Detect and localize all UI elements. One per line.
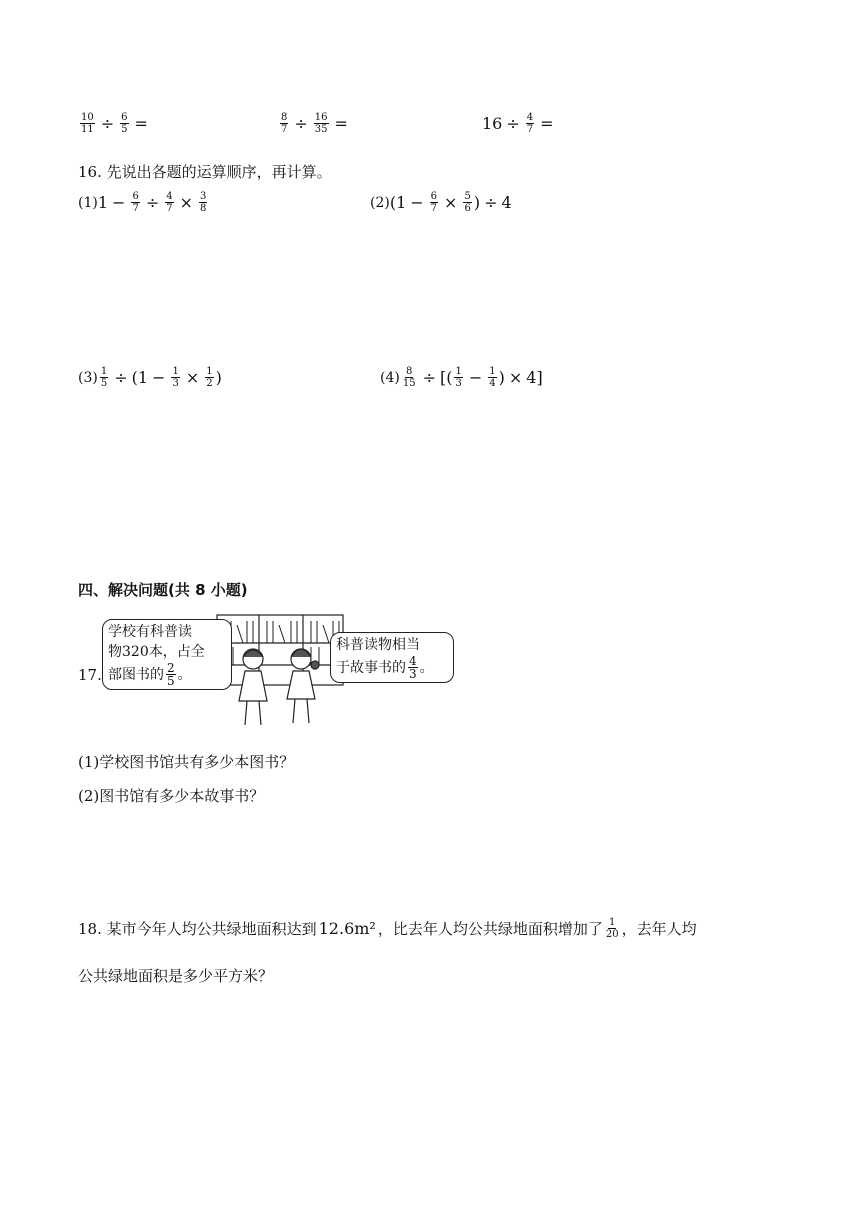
fraction: $\frac{4}{3}$ <box>409 654 417 681</box>
expr-15-2: $\frac{8}{7}$ ÷ $\frac{16}{35}$ = <box>281 112 348 135</box>
q17-number: 17. <box>78 666 102 684</box>
q17-sub2: (2)图书馆有多少本故事书？ <box>78 787 265 805</box>
expr-15-3: 16 ÷ $\frac{4}{7}$ = <box>482 112 554 135</box>
q16-part1: (1) 1 − $\frac{6}{7}$ ÷ $\frac{4}{7}$ × $\frac{3}{8}$ <box>78 191 207 214</box>
q16-part3: (3) $\frac{1}{5}$ ÷ (1 − $\frac{1}{3}$ × $\frac{1}{2}$ ) <box>78 366 222 389</box>
fraction: $\frac{16}{35}$ <box>314 112 328 135</box>
expr-15-1: $\frac{10}{11}$ ÷ $\frac{6}{5}$ = <box>81 112 148 135</box>
library-illustration <box>215 613 345 735</box>
speech-bubble-left: 学校有科普读 物320本，占全 部图书的 $\frac{2}{5}$ 。 <box>102 619 232 690</box>
q16-title: 16. 先说出各题的运算顺序，再计算。 <box>78 163 332 181</box>
section-heading: 四、解决问题(共 8 小题) <box>78 581 248 599</box>
fraction: $\frac{4}{7}$ <box>526 112 534 135</box>
fraction: $\frac{2}{5}$ <box>167 661 175 688</box>
q16-part4: (4) $\frac{8}{15}$ ÷ [( $\frac{1}{3}$ − $\frac{1}{4}$ ) × 4 ] <box>380 366 543 389</box>
fraction: $\frac{8}{7}$ <box>281 112 288 135</box>
speech-bubble-right: 科普读物相当 于故事书的 $\frac{4}{3}$ 。 <box>330 632 454 683</box>
fraction: $\frac{10}{11}$ <box>81 112 94 135</box>
fraction: $\frac{1}{20}$ <box>605 917 619 940</box>
fraction: $\frac{6}{5}$ <box>121 112 128 135</box>
q17-sub1: (1)学校图书馆共有多少本图书？ <box>78 753 295 771</box>
q16-part2: (2) (1 − $\frac{6}{7}$ × $\frac{5}{6}$ ) ÷ 4 <box>370 191 512 214</box>
q18-line1: 18. 某市今年人均公共绿地面积达到 12.6m² ，比去年人均公共绿地面积增加了 $\frac{1}{20}$ ，去年人均 <box>78 917 697 940</box>
q18-line2: 公共绿地面积是多少平方米？ <box>78 967 274 985</box>
